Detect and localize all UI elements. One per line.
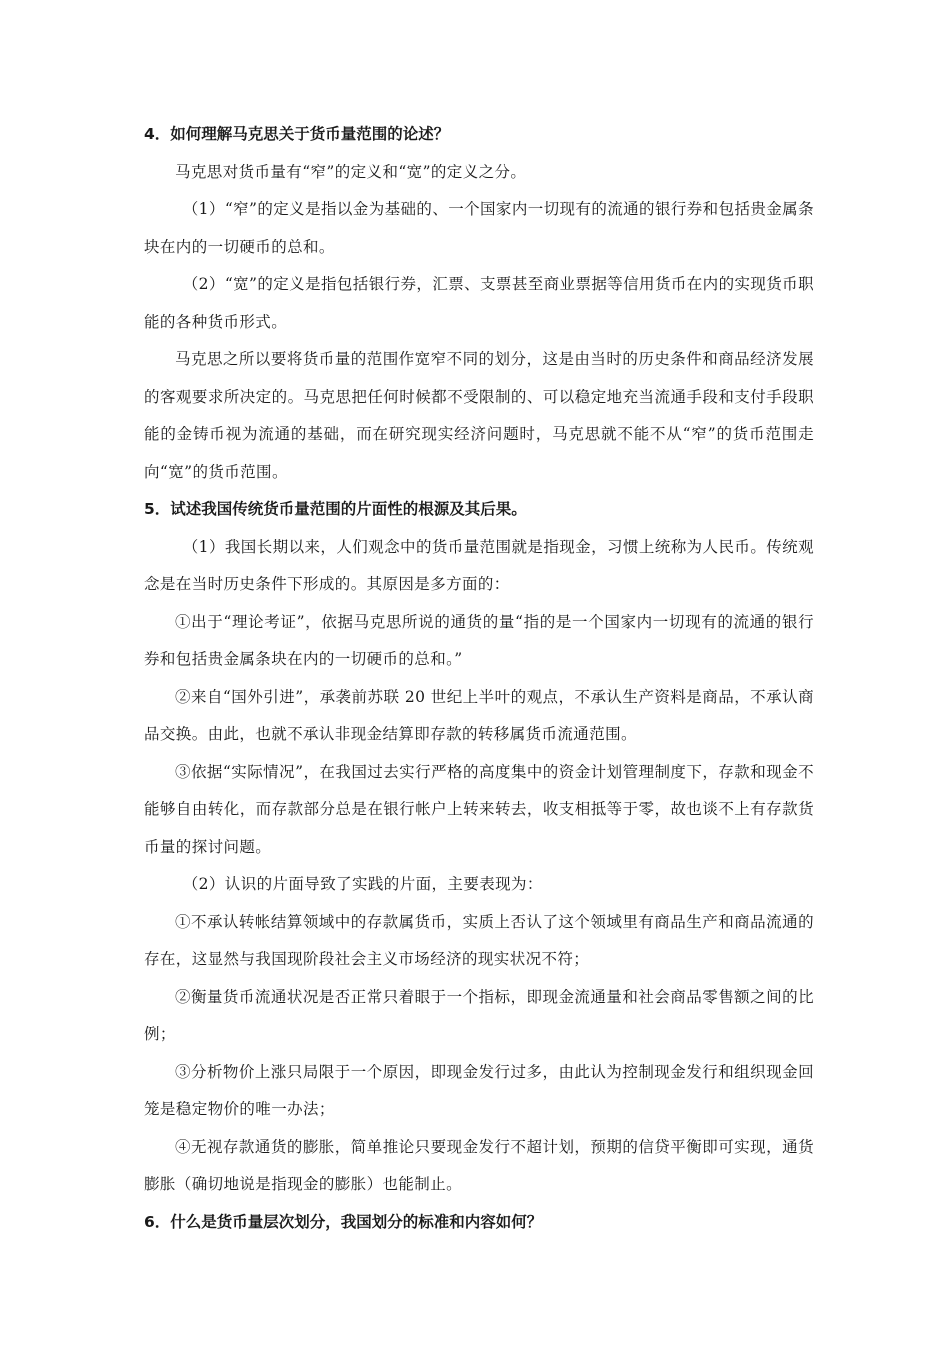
paragraph: ③依据“实际情况”，在我国过去实行严格的高度集中的资金计划管理制度下，存款和现金不能够自由转化，而存款部分总是在银行帐户上转来转去，收支相抵等于零，故也谈不上有存款货币量的探讨问题。: [144, 762, 814, 856]
paragraph: ②衡量货币流通状况是否正常只着眼于一个指标，即现金流通量和社会商品零售额之间的比例；: [144, 987, 814, 1043]
paragraph: ①出于“理论考证”，依据马克思所说的通货的量“指的是一个国家内一切现有的流通的银行券和包括贵金属条块在内的一切硬币的总和。”: [144, 612, 814, 668]
paragraph: （2）“宽”的定义是指包括银行券，汇票、支票甚至商业票据等信用货币在内的实现货币职能的各种货币形式。: [144, 275, 814, 331]
question-heading: 5．试述我国传统货币量范围的片面性的根源及其后果。: [144, 500, 527, 518]
paragraph: （1）我国长期以来，人们观念中的货币量范围就是指现金，习惯上统称为人民币。传统观念是在当时历史条件下形成的。其原因是多方面的：: [144, 537, 814, 593]
question-heading: 6．什么是货币量层次划分，我国划分的标准和内容如何？: [144, 1212, 543, 1231]
paragraph: 马克思之所以要将货币量的范围作宽窄不同的划分，这是由当时的历史条件和商品经济发展的客观要求所决定的。马克思把任何时候都不受限制的、可以稳定地充当流通手段和支付手段职能的金铸币视为流通的基础，而在研究现实经济问题时，马克思就不能不从“窄”的货币范围走向“宽”的货币范围。: [144, 350, 814, 481]
paragraph: 马克思对货币量有“窄”的定义和“宽”的定义之分。: [175, 162, 527, 181]
paragraph: ④无视存款通货的膨胀，简单推论只要现金发行不超计划，预期的信贷平衡即可实现，通货膨胀（确切地说是指现金的膨胀）也能制止。: [144, 1137, 814, 1193]
paragraph: ③分析物价上涨只局限于一个原因，即现金发行过多，由此认为控制现金发行和组织现金回笼是稳定物价的唯一办法；: [144, 1062, 814, 1118]
paragraph: ②来自“国外引进”，承袭前苏联 20 世纪上半叶的观点，不承认生产资料是商品，不承认商品交换。由此，也就不承认非现金结算即存款的转移属货币流通范围。: [144, 687, 814, 743]
paragraph: （1）“窄”的定义是指以金为基础的、一个国家内一切现有的流通的银行券和包括贵金属条块在内的一切硬币的总和。: [144, 200, 814, 256]
question-heading: 4．如何理解马克思关于货币量范围的论述？: [144, 125, 450, 143]
document-body: [144, 116, 814, 1241]
paragraph: （2）认识的片面导致了实践的片面，主要表现为：: [182, 875, 543, 893]
paragraph: ①不承认转帐结算领域中的存款属货币，实质上否认了这个领域里有商品生产和商品流通的存在，这显然与我国现阶段社会主义市场经济的现实状况不符；: [144, 912, 814, 968]
